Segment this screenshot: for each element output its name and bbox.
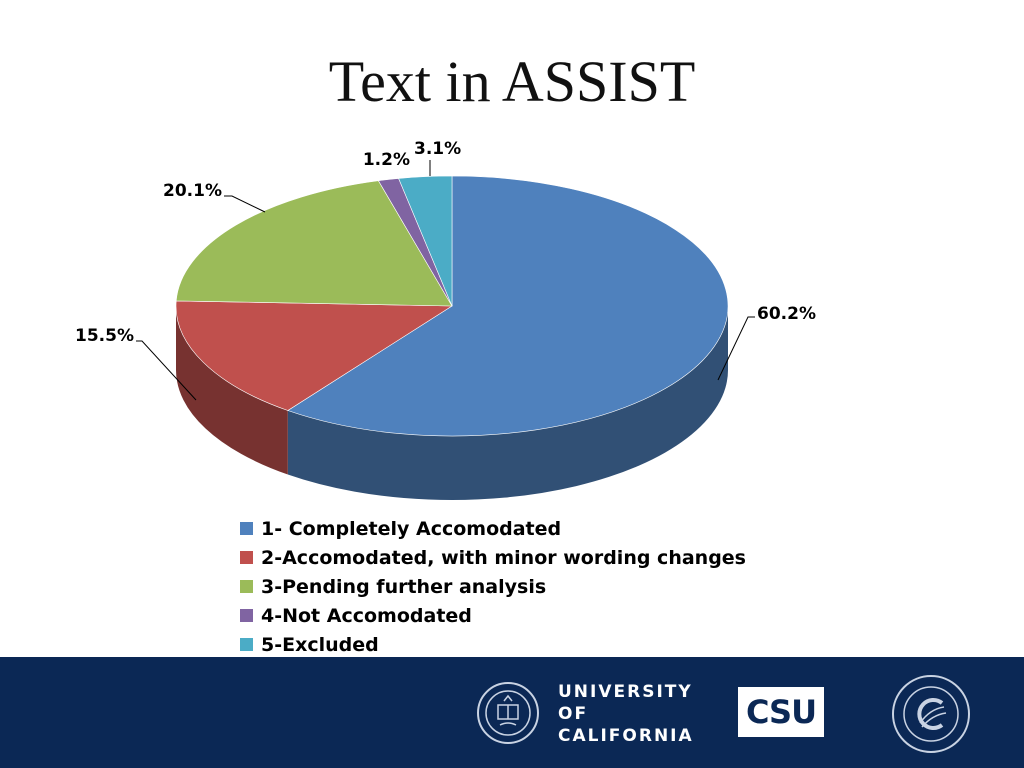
legend-item <box>240 630 746 659</box>
legend-swatch <box>240 522 253 535</box>
csu-text: CSU <box>745 693 817 731</box>
chart-legend <box>240 514 746 659</box>
footer-bar <box>0 657 1024 768</box>
legend-item <box>240 601 746 630</box>
leader-line <box>224 196 265 212</box>
california-community-colleges-seal-logo <box>890 673 972 755</box>
legend-swatch <box>240 580 253 593</box>
legend-label: 4-Not Accomodated <box>261 604 472 627</box>
uc-line: OF <box>558 704 589 724</box>
legend-swatch <box>240 609 253 622</box>
data-label: 15.5% <box>75 326 134 346</box>
legend-label: 5-Excluded <box>261 633 379 656</box>
legend-item <box>240 572 746 601</box>
data-label: 60.2% <box>757 304 816 324</box>
pie-chart <box>0 120 1024 520</box>
data-label: 3.1% <box>414 139 462 159</box>
legend-swatch <box>240 638 253 651</box>
data-label: 20.1% <box>163 181 222 201</box>
uc-wordmark <box>558 681 694 747</box>
uc-line: UNIVERSITY <box>558 682 693 702</box>
legend-label: 1- Completely Accomodated <box>261 517 562 540</box>
slide-title: Text in ASSIST <box>328 49 696 114</box>
legend-item <box>240 543 746 572</box>
uc-seal-logo <box>476 681 540 745</box>
legend-label: 2-Accomodated, with minor wording changes <box>261 546 746 569</box>
legend-label: 3-Pending further analysis <box>261 575 547 598</box>
csu-logo <box>738 687 824 737</box>
uc-line: CALIFORNIA <box>558 726 694 746</box>
legend-item <box>240 514 746 543</box>
legend-swatch <box>240 551 253 564</box>
data-label: 1.2% <box>362 150 410 170</box>
